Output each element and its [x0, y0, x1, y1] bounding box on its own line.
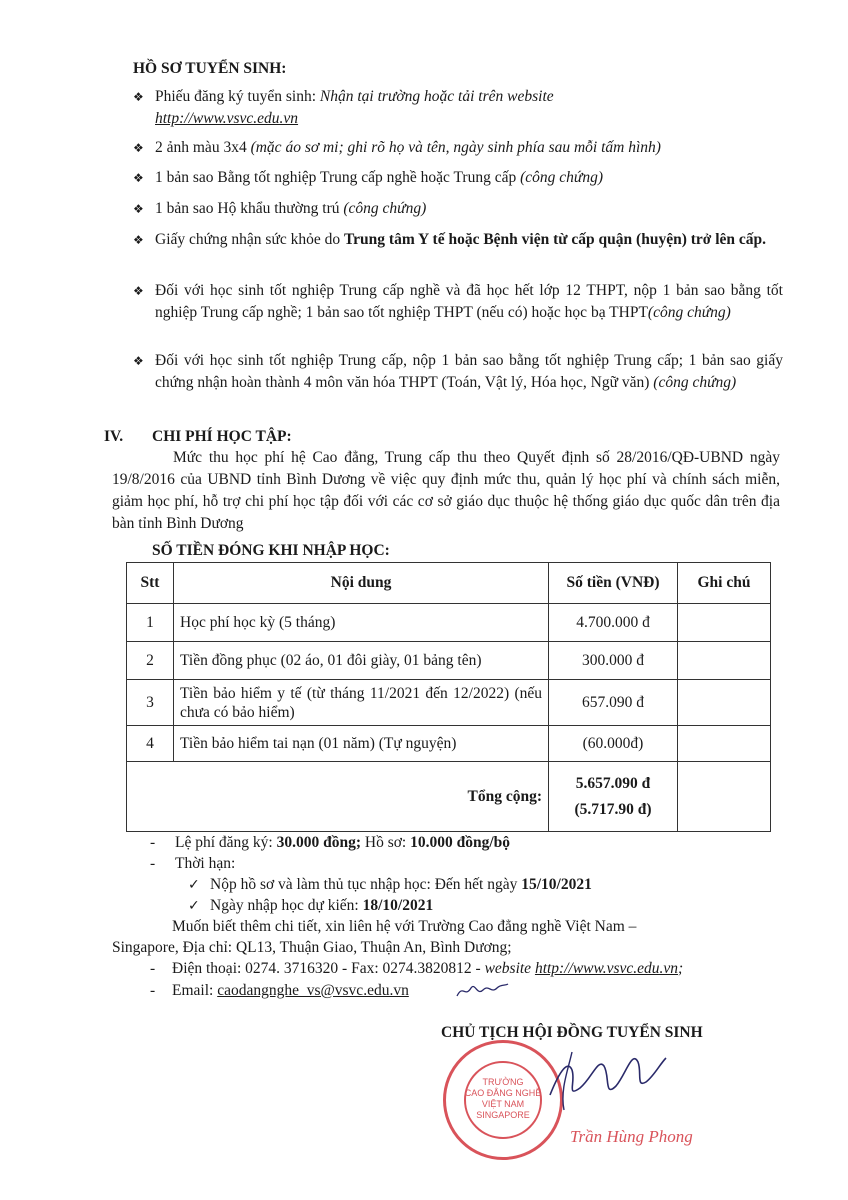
header-amount: Số tiền (VNĐ) — [549, 563, 678, 604]
row-stt: 3 — [127, 680, 174, 726]
fee-dash: - — [150, 834, 156, 851]
row-note — [678, 680, 771, 726]
header-note: Ghi chú — [678, 563, 771, 604]
initial-scribble-icon — [455, 980, 510, 1002]
total-note — [678, 762, 771, 832]
table-row — [127, 642, 771, 680]
seal-line-2: CAO ĐẲNG NGHỀ — [464, 1088, 542, 1098]
row-content: Tiền bảo hiểm y tế (từ tháng 11/2021 đến 12/2022) (nếu chưa có bảo hiểm) — [174, 680, 549, 726]
email-dash: - — [150, 982, 156, 999]
total-amount-2: (5.717.90 đ) — [574, 800, 652, 818]
row-stt: 4 — [127, 726, 174, 762]
bullet-5 — [133, 229, 783, 251]
fee-table — [126, 562, 771, 832]
bullet-diamond-icon: ❖ — [133, 171, 144, 185]
table-row — [127, 680, 771, 726]
deadline-dash: - — [150, 855, 156, 872]
registration-fee-line — [175, 832, 510, 854]
table-row — [127, 726, 771, 762]
row-amount: 657.090 đ — [549, 680, 678, 726]
row-note — [678, 642, 771, 680]
bullet-2 — [133, 137, 783, 159]
email-line — [172, 980, 409, 1002]
handwritten-signature-icon — [520, 1040, 670, 1115]
deadline-2-text: Ngày nhập học dự kiến: — [210, 897, 363, 914]
deadline-2-date: 18/10/2021 — [362, 897, 434, 914]
contact-line-2: Singapore, Địa chỉ: QL13, Thuận Giao, Thuận An, Bình Dương; — [112, 939, 512, 956]
phone-text: Điện thoại: 0274. 3716320 - Fax: 0274.3820812 - — [172, 960, 485, 977]
fee-pre: Lệ phí đăng ký: — [175, 834, 277, 851]
total-label: Tổng cộng: — [127, 762, 549, 832]
bullet-4 — [133, 198, 783, 220]
signature-title: CHỦ TỊCH HỘI ĐỒNG TUYỂN SINH — [441, 1024, 703, 1041]
row-stt: 2 — [127, 642, 174, 680]
section-4-number: IV. — [104, 428, 124, 445]
checkmark-icon: ✓ — [188, 877, 200, 893]
fee-amount: 30.000 đồng; — [276, 834, 361, 851]
row-amount: 300.000 đ — [549, 642, 678, 680]
row-stt: 1 — [127, 604, 174, 642]
deadline-1 — [210, 874, 592, 896]
website-link-2[interactable]: http://www.vsvc.edu.vn — [534, 960, 678, 977]
bullet-4-text: 1 bản sao Hộ khẩu thường trú — [155, 200, 344, 217]
row-content: Tiền đồng phục (02 áo, 01 đôi giày, 01 bảng tên) — [174, 642, 549, 680]
seal-line-1: TRƯỜNG — [482, 1077, 524, 1087]
seal-line-3: VIỆT NAM — [481, 1099, 525, 1109]
row-note — [678, 726, 771, 762]
heading-ho-so: HỒ SƠ TUYỂN SINH: — [133, 60, 287, 77]
bullet-4-italic: (công chứng) — [343, 200, 427, 217]
deadline-1-date: 15/10/2021 — [521, 876, 592, 893]
signatory-name: Trần Hùng Phong — [570, 1127, 693, 1146]
bullet-2-text: 2 ảnh màu 3x4 — [155, 139, 251, 156]
bullet-diamond-icon: ❖ — [133, 90, 144, 104]
bullet-7 — [133, 350, 783, 394]
bullet-1-text: Phiếu đăng ký tuyển sinh: — [155, 88, 320, 105]
bullet-diamond-icon: ❖ — [133, 284, 144, 298]
bullet-diamond-icon: ❖ — [133, 233, 144, 247]
phone-dash: - — [150, 960, 156, 977]
email-label: Email: — [172, 982, 218, 999]
deadline-1-text: Nộp hồ sơ và làm thủ tục nhập học: Đến hết ngày — [210, 876, 522, 893]
bullet-1 — [133, 86, 783, 130]
total-amount — [549, 762, 678, 832]
bullet-5-bold: Trung tâm Y tế hoặc Bệnh viện từ cấp quận (huyện) trở lên cấp. — [343, 231, 767, 248]
contact-line-1: Muốn biết thêm chi tiết, xin liên hệ với Trường Cao đẳng nghề Việt Nam – — [172, 918, 637, 935]
bullet-2-italic: (mặc áo sơ mi; ghi rõ họ và tên, ngày sinh phía sau mỗi tấm hình) — [250, 139, 661, 156]
table-title: SỐ TIỀN ĐÓNG KHI NHẬP HỌC: — [152, 542, 390, 559]
section-4-title: CHI PHÍ HỌC TẬP: — [152, 428, 292, 445]
seal-line-4: SINGAPORE — [476, 1110, 530, 1120]
section-4-paragraph: Mức thu học phí hệ Cao đẳng, Trung cấp thu theo Quyết định số 28/2016/QĐ-UBND ngày 19/8/2016 của UBND tỉnh Bình Dương về việc quy định mức thu, quản lý học phí và chính sách miễn, giảm học phí, hỗ trợ chi phí học tập đối với các cơ sở giáo dục thuộc hệ thống giáo dục quốc dân trên địa bàn tỉnh Bình Dương — [112, 449, 780, 532]
row-amount: (60.000đ) — [549, 726, 678, 762]
header-content: Nội dung — [174, 563, 549, 604]
dossier-fee-amount: 10.000 đồng/bộ — [410, 834, 511, 851]
bullet-diamond-icon: ❖ — [133, 202, 144, 216]
bullet-3-text: 1 bản sao Bằng tốt nghiệp Trung cấp nghề hoặc Trung cấp — [155, 169, 521, 186]
total-amount-1: 5.657.090 đ — [575, 774, 651, 792]
header-stt: Stt — [127, 563, 174, 604]
bullet-3 — [133, 167, 783, 189]
table-header-row — [127, 563, 771, 604]
bullet-7-italic: (công chứng) — [653, 374, 737, 391]
row-content: Học phí học kỳ (5 tháng) — [174, 604, 549, 642]
row-content: Tiền bảo hiểm tai nạn (01 năm) (Tự nguyện) — [174, 726, 549, 762]
deadline-label: Thời hạn: — [175, 855, 236, 872]
bullet-diamond-icon: ❖ — [133, 354, 144, 368]
table-row — [127, 604, 771, 642]
email-link[interactable]: caodangnghe_vs@vsvc.edu.vn — [217, 982, 409, 999]
bullet-6-text: Đối với học sinh tốt nghiệp Trung cấp nghề và đã học hết lớp 12 THPT, nộp 1 bản sao bằng tốt nghiệp Trung cấp nghề; 1 bản sao tốt nghiệp THPT (nếu có) hoặc học bạ THPT — [155, 282, 783, 321]
table-total-row — [127, 762, 771, 832]
bullet-1-italic: Nhận tại trường hoặc tải trên website — [319, 88, 554, 105]
row-amount: 4.700.000 đ — [549, 604, 678, 642]
website-end: ; — [678, 960, 684, 977]
bullet-6-italic: (công chứng) — [647, 304, 731, 321]
phone-line — [172, 958, 683, 980]
bullet-3-italic: (công chứng) — [520, 169, 603, 186]
bullet-7-text: Đối với học sinh tốt nghiệp Trung cấp, nộp 1 bản sao bằng tốt nghiệp Trung cấp; 1 bản sao giấy chứng nhận hoàn thành 4 môn văn hóa THPT (Toán, Vật lý, Hóa học, Ngữ văn) — [155, 352, 783, 391]
fee-mid: Hồ sơ: — [361, 834, 411, 851]
bullet-diamond-icon: ❖ — [133, 141, 144, 155]
row-note — [678, 604, 771, 642]
website-link[interactable]: http://www.vsvc.edu.vn — [155, 110, 299, 127]
deadline-2 — [210, 895, 433, 917]
checkmark-icon: ✓ — [188, 898, 200, 914]
website-label: website — [484, 960, 535, 977]
bullet-6 — [133, 280, 783, 324]
bullet-5-text: Giấy chứng nhận sức khỏe do — [155, 231, 344, 248]
